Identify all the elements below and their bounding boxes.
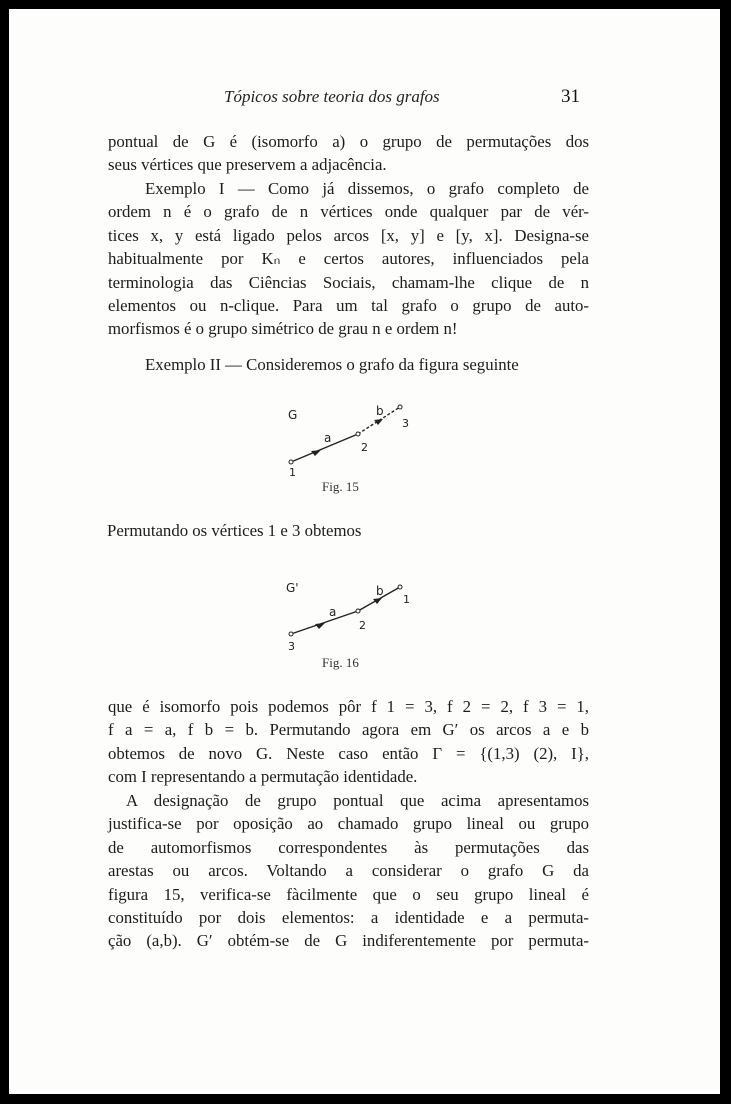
text-line: seus vértices que preservem a adjacência.	[108, 155, 387, 175]
vertex-label: 2	[359, 619, 366, 632]
arc-label: a	[329, 605, 337, 619]
text-line: morfismos é o grupo simétrico de grau n e ordem n!	[108, 319, 458, 339]
text-line: habitualmente por Kₙ e certos autores, influenciados pela	[108, 249, 589, 269]
text-line: justifica-se por oposição ao chamado grupo lineal ou grupo	[108, 814, 589, 834]
text-line: Exemplo I — Como já dissemos, o grafo completo de	[145, 179, 589, 198]
graph-diagram	[279, 570, 419, 660]
vertex	[289, 460, 293, 464]
vertex	[398, 405, 402, 409]
vertex	[356, 609, 360, 613]
text-line: arestas ou arcos. Voltando a considerar o grafo G da	[108, 861, 589, 881]
figure-caption: Fig. 15	[322, 479, 359, 494]
book-page	[9, 9, 720, 1094]
paragraph-6	[108, 789, 589, 953]
arrowhead-a	[315, 623, 325, 629]
vertex-label: 2	[361, 441, 368, 454]
paragraph-4	[107, 519, 567, 542]
figure-caption: Fig. 16	[322, 655, 359, 670]
paragraph-1	[108, 130, 589, 177]
text-line: A designação de grupo pontual que acima apresentamos	[126, 791, 589, 810]
vertex	[398, 585, 402, 589]
arc-a	[291, 611, 358, 634]
text-line: ordem n é o grafo de n vértices onde qualquer par de vér-	[108, 202, 589, 222]
graph-name-label: G	[288, 408, 298, 422]
text-line: constituído por dois elementos: a identidade e a permuta-	[108, 908, 589, 928]
text-line: terminologia das Ciências Sociais, chamam-lhe clique de n	[108, 272, 589, 292]
vertex-label: 3	[402, 417, 409, 430]
text-line: Exemplo II — Consideremos o grafo da figura seguinte	[145, 355, 519, 374]
paragraph-2	[108, 177, 589, 341]
running-head	[9, 87, 720, 111]
text-line: ção (a,b). G′ obtém-se de G indiferentemente por permuta-	[108, 931, 589, 951]
text-line: que é isomorfo pois podemos pôr f 1 = 3, f 2 = 2, f 3 = 1,	[108, 697, 589, 716]
vertex-label: 3	[288, 640, 295, 653]
text-line: elementos ou n-clique. Para um tal grafo o grupo de auto-	[108, 296, 589, 316]
graph-name-label: G'	[286, 581, 299, 595]
page-number: 31	[561, 86, 580, 107]
vertex	[289, 632, 293, 636]
arc-label: b	[376, 584, 384, 598]
text-line: Permutando os vértices 1 e 3 obtemos	[107, 521, 362, 540]
text-line: figura 15, verifica-se fàcilmente que o seu grupo lineal é	[108, 884, 589, 904]
figure-16	[279, 570, 419, 664]
vertex-label: 1	[289, 466, 296, 479]
paragraph-5	[108, 695, 589, 789]
text-line: de automorfismos correspondentes às permutações das	[108, 837, 589, 857]
text-line: f a = a, f b = b. Permutando agora em G′ os arcos a e b	[108, 720, 589, 740]
graph-diagram	[279, 394, 419, 484]
paragraph-3	[108, 353, 589, 376]
arc-label: a	[324, 431, 332, 445]
arrowhead-b	[374, 419, 383, 425]
running-title: Tópicos sobre teoria dos grafos	[224, 87, 440, 106]
text-line: pontual de G é (isomorfo a) o grupo de permutações dos	[108, 132, 589, 151]
text-line: obtemos de novo G. Neste caso então Γ = {(1,3) (2), I},	[108, 743, 589, 763]
arc-label: b	[376, 404, 384, 418]
vertex	[356, 432, 360, 436]
vertex-label: 1	[403, 593, 410, 606]
figure-15	[279, 394, 419, 488]
text-line: com I representando a permutação identidade.	[108, 767, 418, 787]
text-line: tices x, y está ligado pelos arcos [x, y] e [y, x]. Designa-se	[108, 225, 589, 245]
